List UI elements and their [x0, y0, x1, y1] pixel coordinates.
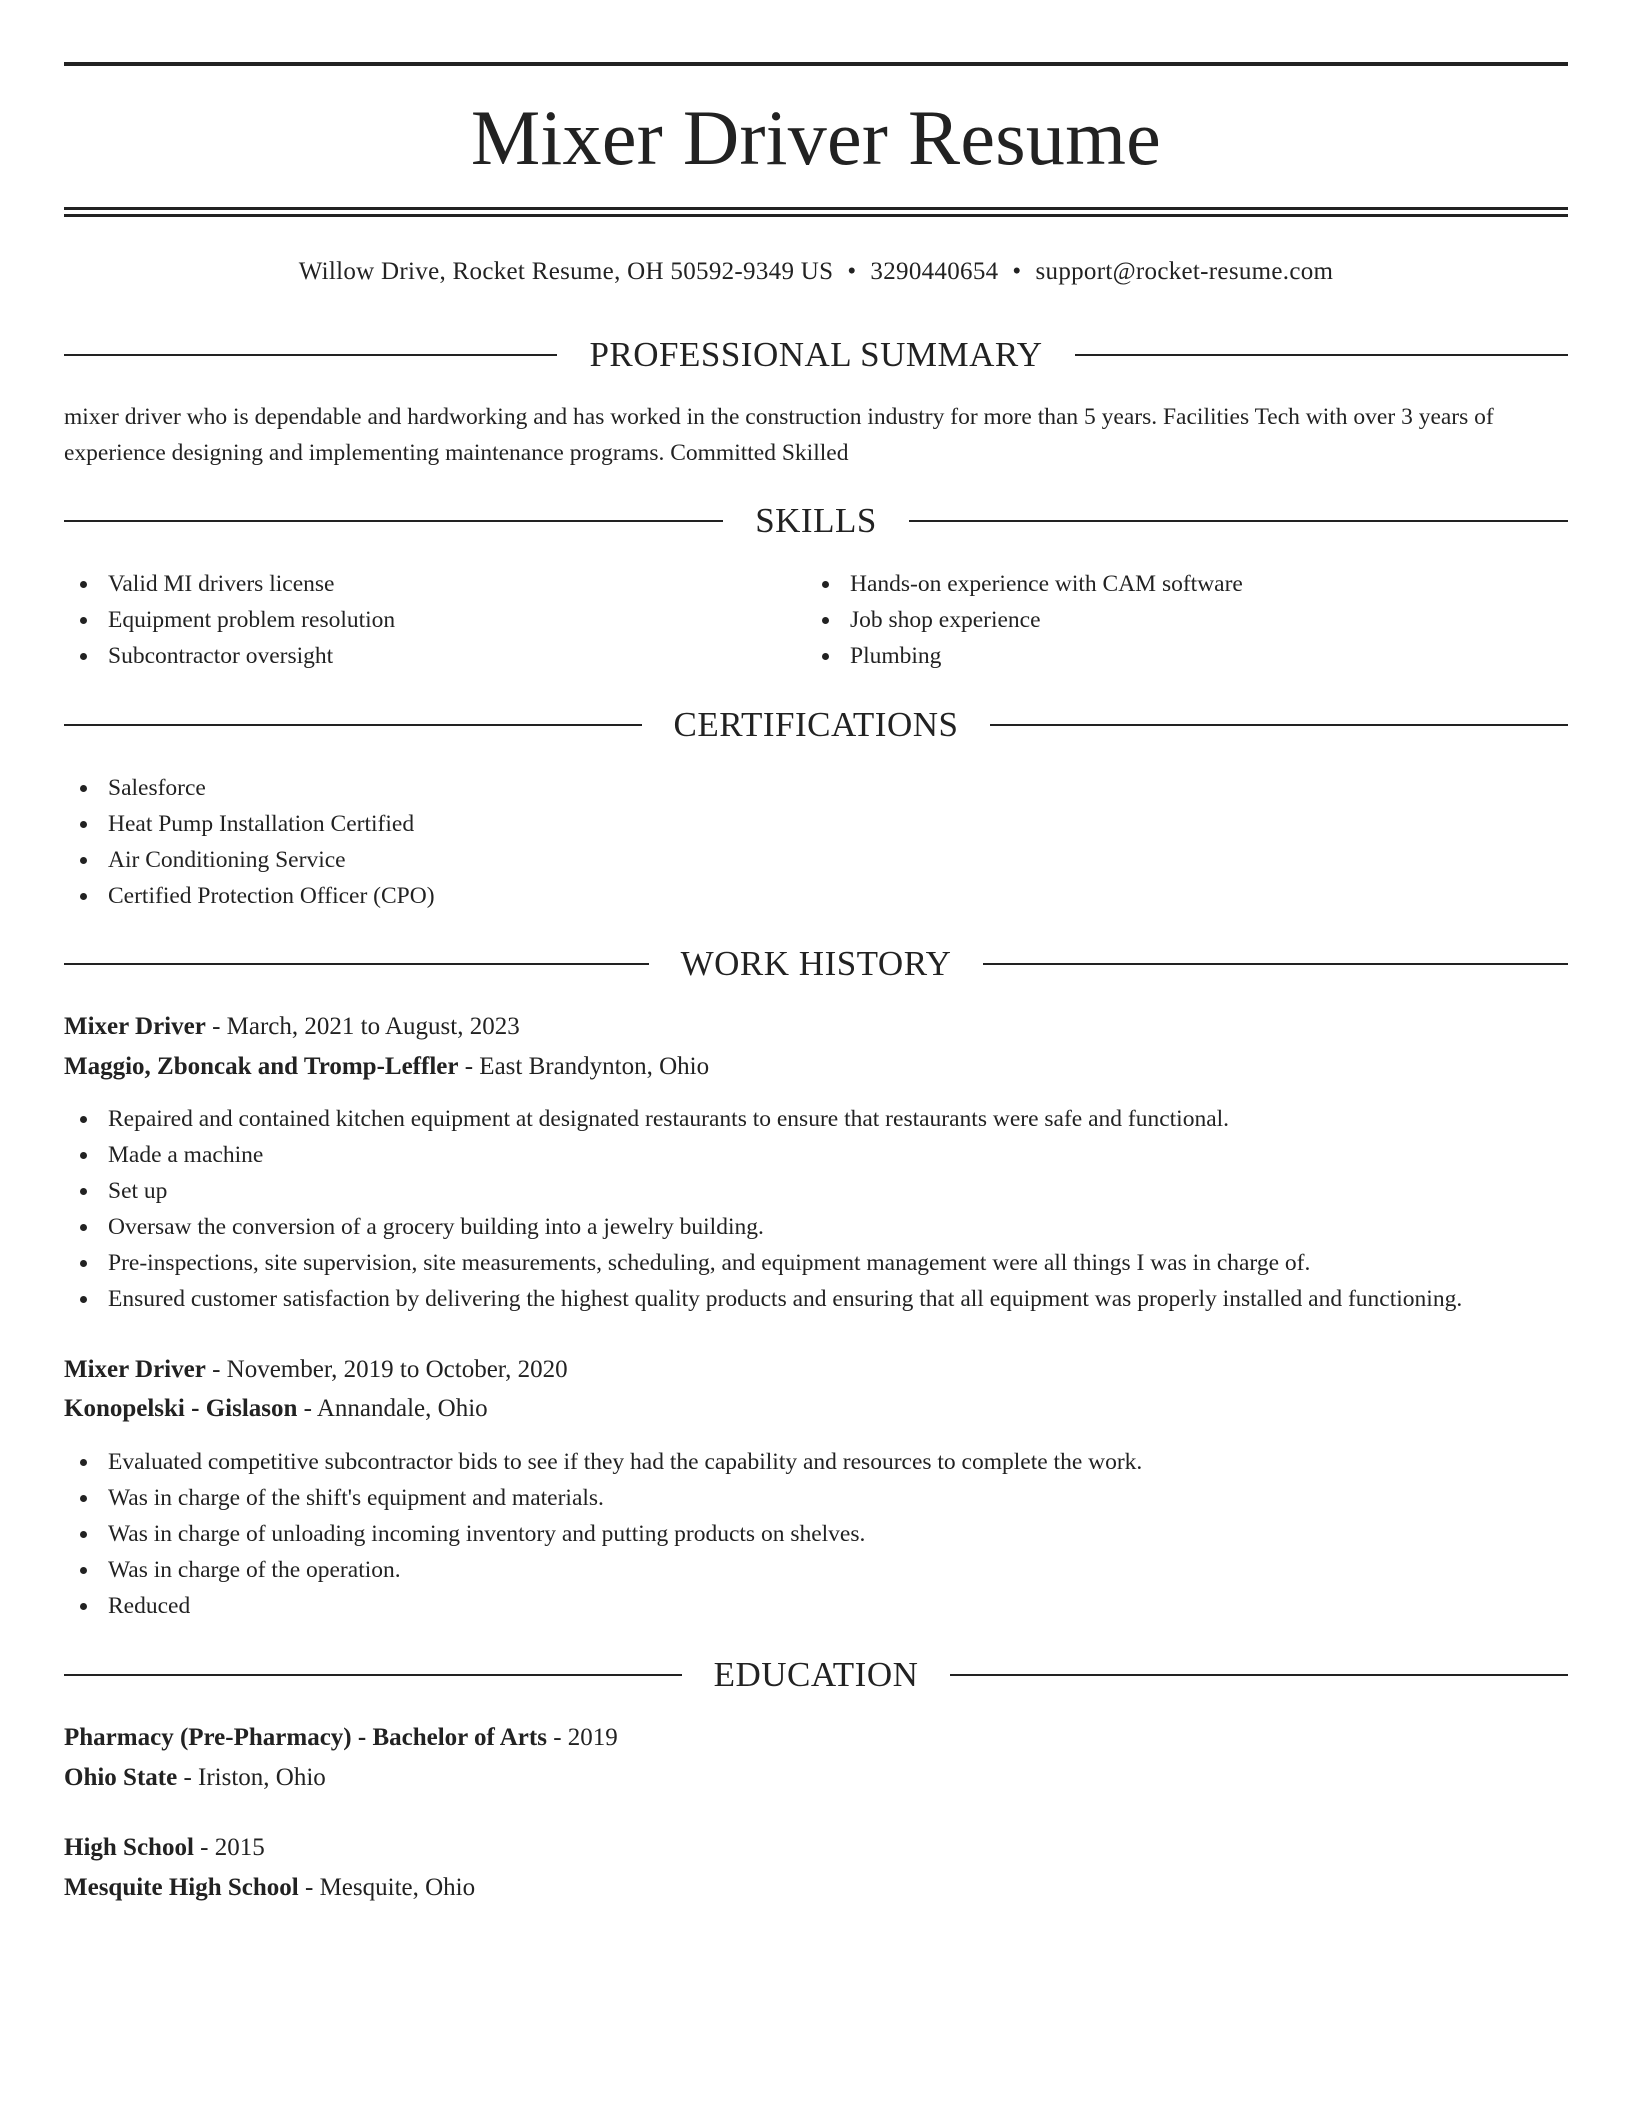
education-location: - Mesquite, Ohio: [298, 1874, 476, 1901]
skill-item: Equipment problem resolution: [64, 602, 395, 638]
job-company-line: [64, 1047, 709, 1087]
education-heading: [64, 1653, 1568, 1697]
job-duty-item: Was in charge of the operation.: [64, 1552, 1142, 1588]
certification-item: Salesforce: [64, 770, 435, 806]
job-duty-item: Was in charge of the shift's equipment and materials.: [64, 1480, 1142, 1516]
job-company: Maggio, Zboncak and Tromp-Leffler: [64, 1053, 459, 1080]
job-duty-item: Made a machine: [64, 1137, 1462, 1173]
job-duty-item: Was in charge of unloading incoming inventory and putting products on shelves.: [64, 1516, 1142, 1552]
education-school: Mesquite High School: [64, 1874, 299, 1901]
work-history-heading: [64, 942, 1568, 986]
education-school: Ohio State: [64, 1764, 178, 1791]
job-title-line: [64, 1007, 520, 1047]
education-school-line: [64, 1758, 326, 1798]
job-duty-item: Repaired and contained kitchen equipment at designated restaurants to ensure that restaurants were safe and functional.: [64, 1101, 1462, 1137]
job-duty-item: Ensured customer satisfaction by delivering the highest quality products and ensuring that all equipment was properly installed and functioning.: [64, 1281, 1462, 1317]
heading-rule-right: [983, 963, 1568, 965]
skills-list-left: [64, 566, 395, 674]
job-dates: - November, 2019 to October, 2020: [205, 1356, 568, 1383]
summary-heading: [64, 333, 1568, 377]
job-company-line: [64, 1389, 488, 1429]
summary-text: mixer driver who is dependable and hardworking and has worked in the construction industry for more than 5 years. Facilities Tech with over 3 years of experience designing and implementing maintenance programs. Committed Skilled: [64, 404, 1494, 466]
education-degree: Pharmacy (Pre-Pharmacy) - Bachelor of Arts: [64, 1724, 547, 1751]
skill-item: Job shop experience: [806, 602, 1243, 638]
job-location: - East Brandynton, Ohio: [458, 1053, 710, 1080]
skills-list-right: [806, 566, 1243, 674]
job-duty-item: Oversaw the conversion of a grocery building into a jewelry building.: [64, 1209, 1462, 1245]
education-degree: High School: [64, 1834, 194, 1861]
job-company: Konopelski - Gislason: [64, 1395, 298, 1422]
job-dates: - March, 2021 to August, 2023: [205, 1013, 520, 1040]
certification-item: Air Conditioning Service: [64, 842, 435, 878]
job-duty-item: Set up: [64, 1173, 1462, 1209]
education-location: - Iriston, Ohio: [177, 1764, 326, 1791]
certification-item: Heat Pump Installation Certified: [64, 806, 435, 842]
job-title: Mixer Driver: [64, 1013, 206, 1040]
heading-rule-left: [64, 1674, 682, 1676]
heading-rule-left: [64, 963, 649, 965]
certification-item: Certified Protection Officer (CPO): [64, 878, 435, 914]
contact-separator: •: [847, 258, 857, 285]
skills-heading-label: SKILLS: [755, 501, 877, 540]
skill-item: Plumbing: [806, 638, 1243, 674]
education-degree-line: [64, 1828, 265, 1868]
skill-item: Subcontractor oversight: [64, 638, 395, 674]
job-duty-item: Evaluated competitive subcontractor bids to see if they had the capability and resources to complete the work.: [64, 1444, 1142, 1480]
education-degree-line: [64, 1718, 618, 1758]
contact-address: Willow Drive, Rocket Resume, OH 50592-9349 US: [298, 258, 834, 285]
contact-separator: •: [1012, 258, 1022, 285]
heading-rule-right: [990, 724, 1568, 726]
heading-rule-right: [950, 1674, 1568, 1676]
heading-rule-right: [909, 520, 1568, 522]
education-school-line: [64, 1868, 475, 1908]
job-location: - Annandale, Ohio: [297, 1395, 488, 1422]
job-title: Mixer Driver: [64, 1356, 206, 1383]
top-rule: [64, 62, 1568, 66]
job-duties-list: [64, 1101, 1462, 1317]
title-double-rule: [64, 207, 1568, 217]
education-year: - 2015: [193, 1834, 265, 1861]
resume-title: Mixer Driver Resume: [470, 94, 1162, 181]
contact-phone: 3290440654: [870, 258, 999, 285]
certifications-heading: [64, 703, 1568, 747]
heading-rule-left: [64, 520, 723, 522]
heading-rule-left: [64, 724, 642, 726]
certifications-heading-label: CERTIFICATIONS: [673, 705, 959, 744]
skill-item: Valid MI drivers license: [64, 566, 395, 602]
education-year: - 2019: [546, 1724, 618, 1751]
job-duty-item: Reduced: [64, 1588, 1142, 1624]
job-duty-item: Pre-inspections, site supervision, site measurements, scheduling, and equipment management were all things I was in charge of.: [64, 1245, 1462, 1281]
skill-item: Hands-on experience with CAM software: [806, 566, 1243, 602]
job-duties-list: [64, 1444, 1142, 1624]
work-history-heading-label: WORK HISTORY: [680, 944, 952, 983]
certifications-list: [64, 770, 435, 914]
contact-email: support@rocket-resume.com: [1035, 258, 1334, 285]
heading-rule-right: [1075, 354, 1568, 356]
job-title-line: [64, 1350, 568, 1390]
heading-rule-left: [64, 354, 557, 356]
education-heading-label: EDUCATION: [713, 1655, 919, 1694]
contact-line: [64, 252, 1568, 292]
summary-heading-label: PROFESSIONAL SUMMARY: [589, 335, 1043, 374]
skills-heading: [64, 499, 1568, 543]
